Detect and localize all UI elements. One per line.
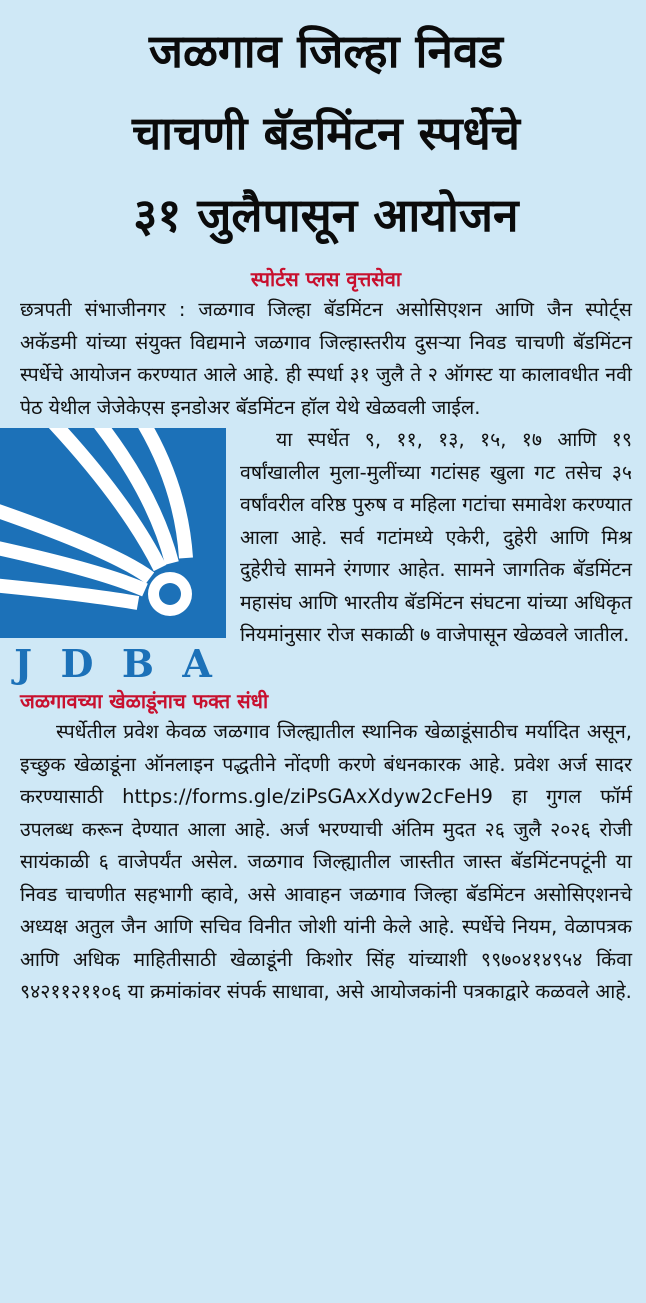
logo-letters bbox=[0, 640, 226, 686]
headline-line: चाचणी बॅडमिंटन स्पर्धेचे bbox=[131, 106, 521, 160]
logo-letter: A bbox=[182, 640, 212, 686]
registration-paragraph: स्पर्धेतील प्रवेश केवळ जळगाव जिल्ह्यातील स्थानिक खेळाडूंसाठीच मर्यादित असून, इच्छुक खेळाडूंना ऑनलाइन पद्धतीने नोंदणी करणे बंधनकारक आहे. प्रवेश अर्ज सादर करण्यासाठी https://forms.gle/ziPsGAxXdyw2cFeH9 हा गुगल फॉर्म उपलब्ध करून देण्यात आला आहे. अर्ज भरण्याची अंतिम मुदत २६ जुलै २०२६ रोजी सायंकाळी ६ वाजेपर्यंत असेल. जळगाव जिल्ह्यातील जास्तीत जास्त बॅडमिंटनपटूंनी या निवड चाचणीत सहभागी व्हावे, असे आवाहन जळगाव जिल्हा बॅडमिंटन असोसिएशनचे अध्यक्ष अतुल जैन आणि सचिव विनीत जोशी यांनी केले आहे. स्पर्धेचे नियम, वेळापत्रक आणि अधिक माहितीसाठी खेळाडूंनी किशोर सिंह यांच्याशी ९९७०४१४९५४ किंवा ९४२११२११०६ या क्रमांकांवर संपर्क साधावा, असे आयोजकांनी पत्रकाद्वारे कळवले आहे. bbox=[20, 720, 632, 1003]
shuttlecock-icon bbox=[0, 428, 226, 638]
logo-square bbox=[0, 428, 226, 638]
headline-line: ३१ जुलैपासून आयोजन bbox=[133, 188, 519, 242]
jdba-logo bbox=[0, 428, 226, 686]
headline-line: जळगाव जिल्हा निवड bbox=[148, 24, 504, 78]
logo-letter: B bbox=[121, 640, 154, 686]
subheading: जळगावच्या खेळाडूंनाच फक्त संधी bbox=[20, 689, 269, 713]
intro-paragraph: छत्रपती संभाजीनगर : जळगाव जिल्हा बॅडमिंटन असोसिएशन आणि जैन स्पोर्ट्स अकॅडमी यांच्या संयुक्त विद्यमाने जळगाव जिल्हास्तरीय दुसऱ्या निवड चाचणी बॅडमिंटन स्पर्धेचे आयोजन करण्यात आले आहे. ही स्पर्धा ३१ जुलै ते २ ऑगस्ट या कालावधीत नवी पेठ येथील जेजेकेएस इनडोअर बॅडमिंटन हॉल येथे खेळवली जाईल. bbox=[20, 298, 632, 419]
logo-letter: J bbox=[14, 640, 33, 686]
headline bbox=[20, 10, 632, 256]
byline: स्पोर्टस प्लस वृत्तसेवा bbox=[250, 267, 402, 291]
logo-letter: D bbox=[60, 640, 94, 686]
categories-paragraph: या स्पर्धेत ९, ११, १३, १५, १७ आणि १९ वर्षांखालील मुला-मुलींच्या गटांसह खुला गट तसेच ३५ वर्षांवरील वरिष्ठ पुरुष व महिला गटांचा समावेश करण्यात आला आहे. सर्व गटांमध्ये एकेरी, दुहेरी आणि मिश्र दुहेरीचे सामने रंगणार आहेत. सामने जागतिक बॅडमिंटन महासंघ आणि भारतीय बॅडमिंटन संघटना यांच्या अधिकृत नियमांनुसार रोज सकाळी ७ वाजेपासून खेळवले जातील. bbox=[240, 428, 632, 646]
logo-text-block bbox=[14, 424, 632, 686]
